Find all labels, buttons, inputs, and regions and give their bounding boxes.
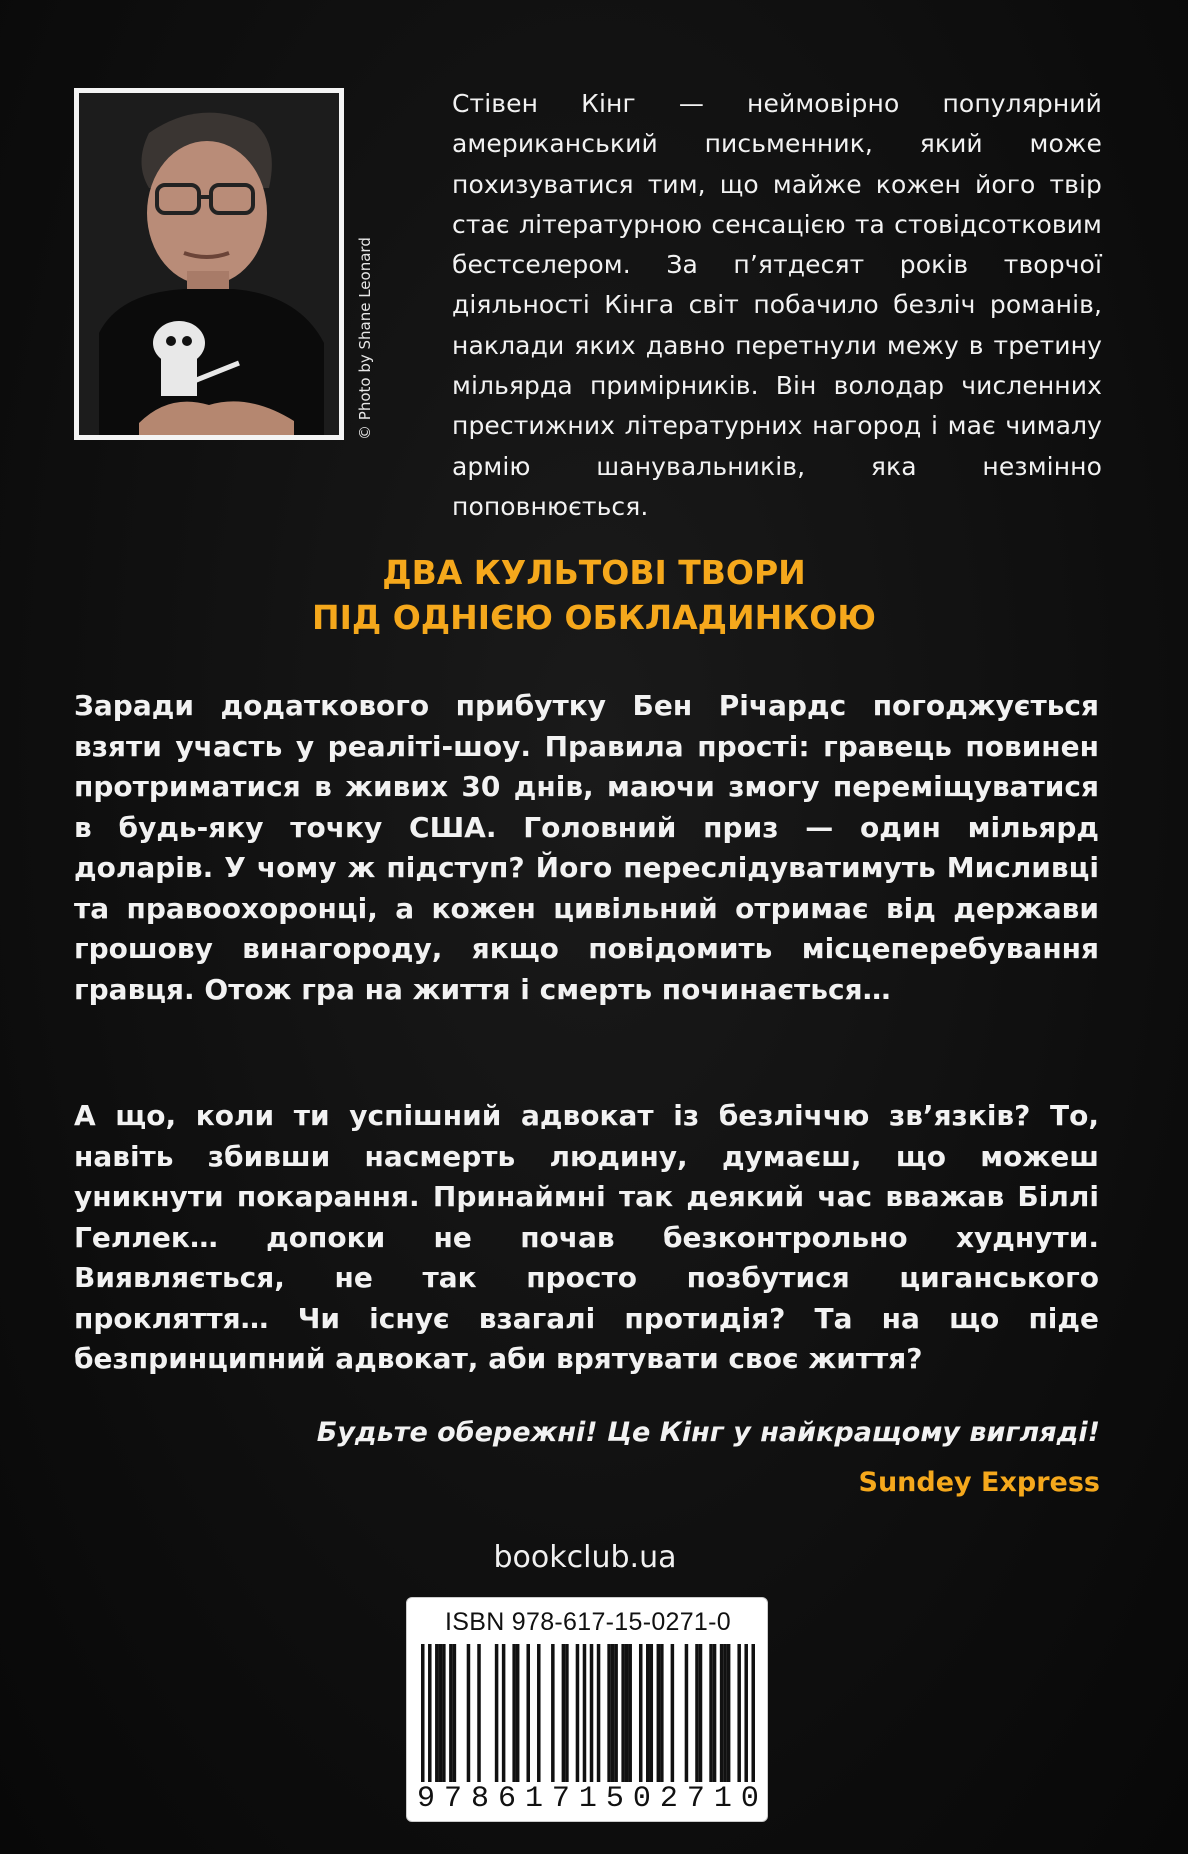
barcode-digit: 2 — [659, 1782, 678, 1816]
barcode-bar — [646, 1644, 650, 1782]
synopsis-paragraph-1: Заради додаткового прибутку Бен Річардс погоджується взяти участь у реаліті-шоу. Правила прості: гравець повинен протриматися в живих 30 днів, маючи змогу переміщуватися в будь-яку точку США. Головний приз — один мільярд доларів. У чому ж підступ? Його переслідуватимуть Мисливці та правоохоронці, а кожен цивільний отримає від держави грошову винагороду, якщо повідомить місцеперебування гравця. Отож гра на життя і смерть починається… — [74, 689, 1099, 1006]
barcode-bar — [709, 1644, 713, 1782]
barcode-digit: 7 — [443, 1782, 462, 1816]
publisher-website: bookclub.ua — [493, 1540, 677, 1575]
barcode-bar — [565, 1644, 569, 1782]
barcode-bar — [421, 1644, 425, 1782]
barcode-bar — [597, 1644, 601, 1782]
barcode-bar — [449, 1644, 453, 1782]
barcode-bar — [699, 1644, 703, 1782]
barcode-bar — [435, 1644, 439, 1782]
barcode-bar — [625, 1644, 629, 1782]
barcode-bar — [428, 1644, 432, 1782]
barcode-bar — [628, 1644, 632, 1782]
author-bio: Стівен Кінг — неймовірно популярний американський письменник, який може похизуватися тим, що майже кожен його твір стає літературною сенсацією та стовідсотковим бестселером. За п’ятдесят років творчої діяльності Кінга світ побачило безліч романів, наклади яких давно перетнули межу в третину мільярда примірників. Він володар численних престижних літературних нагород і має чималу армію шанувальників, яка незмінно поповнюється. — [452, 89, 1102, 521]
barcode-digit: 0 — [740, 1782, 759, 1816]
barcode-bar — [611, 1644, 615, 1782]
barcode-digit: 1 — [713, 1782, 732, 1816]
barcode-bar — [477, 1644, 481, 1782]
barcode-bar — [751, 1644, 755, 1782]
barcode-bar — [467, 1644, 471, 1782]
barcode-digit: 1 — [524, 1782, 543, 1816]
barcode-bar — [650, 1644, 654, 1782]
review-source: Sundey Express — [858, 1467, 1100, 1498]
barcode-digit: 6 — [497, 1782, 516, 1816]
barcode-bar — [537, 1644, 541, 1782]
barcode-bar — [744, 1644, 748, 1782]
headline — [0, 550, 1188, 640]
barcode-bar — [685, 1644, 689, 1782]
barcode-bar — [713, 1644, 717, 1782]
barcode-bar — [516, 1644, 520, 1782]
barcode-bar — [720, 1644, 724, 1782]
barcode-digit: 7 — [551, 1782, 570, 1816]
barcode-bar — [614, 1644, 618, 1782]
barcode-digit: 8 — [470, 1782, 489, 1816]
barcode-bar — [639, 1644, 643, 1782]
barcode-bar — [621, 1644, 625, 1782]
barcode-panel — [406, 1597, 768, 1822]
barcode-digit: 1 — [578, 1782, 597, 1816]
headline-line-2: ПІД ОДНІЄЮ ОБКЛАДИНКОЮ — [311, 598, 877, 637]
synopsis-paragraph-2: А що, коли ти успішний адвокат із безліччю зв’язків? То, навіть збивши насмерть людину, думаєш, що можеш уникнути покарання. Принаймні так деякий час вважав Біллі Геллек… допоки не почав безконтрольно худнути. Виявляється, не так просто позбутися циганського прокляття… Чи існує взагалі протидія? Та на що піде безпринципний адвокат, аби врятувати своє життя? — [74, 1099, 1099, 1375]
barcode-bar — [453, 1644, 457, 1782]
barcode-bar — [512, 1644, 516, 1782]
barcode-bar — [551, 1644, 555, 1782]
barcode-bar — [502, 1644, 506, 1782]
author-photo — [74, 88, 344, 440]
barcode-digit: 5 — [605, 1782, 624, 1816]
barcode-bar — [495, 1644, 499, 1782]
barcode-bar — [723, 1644, 727, 1782]
barcode-bar — [439, 1644, 443, 1782]
barcode-digit: 7 — [686, 1782, 705, 1816]
barcode-bar — [526, 1644, 530, 1782]
barcode-bar — [671, 1644, 675, 1782]
barcode-bar — [660, 1644, 664, 1782]
barcode-bar — [727, 1644, 731, 1782]
barcode-bar — [607, 1644, 611, 1782]
barcode-digits — [413, 1782, 763, 1816]
barcode-bar — [695, 1644, 699, 1782]
barcode-bar — [576, 1644, 580, 1782]
barcode-digit: 0 — [632, 1782, 651, 1816]
isbn-label: ISBN 978-617-15-0271-0 — [445, 1608, 731, 1636]
barcode-bar — [657, 1644, 661, 1782]
barcode-digit: 9 — [417, 1782, 436, 1816]
barcode-bar — [590, 1644, 594, 1782]
barcode-icon — [421, 1644, 755, 1782]
barcode-bar — [562, 1644, 566, 1782]
barcode-bar — [442, 1644, 446, 1782]
headline-line-1: ДВА КУЛЬТОВІ ТВОРИ — [382, 553, 806, 592]
photo-credit: © Photo by Shane Leonard — [356, 237, 374, 440]
barcode-bar — [583, 1644, 587, 1782]
barcode-bar — [737, 1644, 741, 1782]
review-quote: Будьте обережні! Це Кінг у найкращому вигляді! — [316, 1417, 1100, 1448]
